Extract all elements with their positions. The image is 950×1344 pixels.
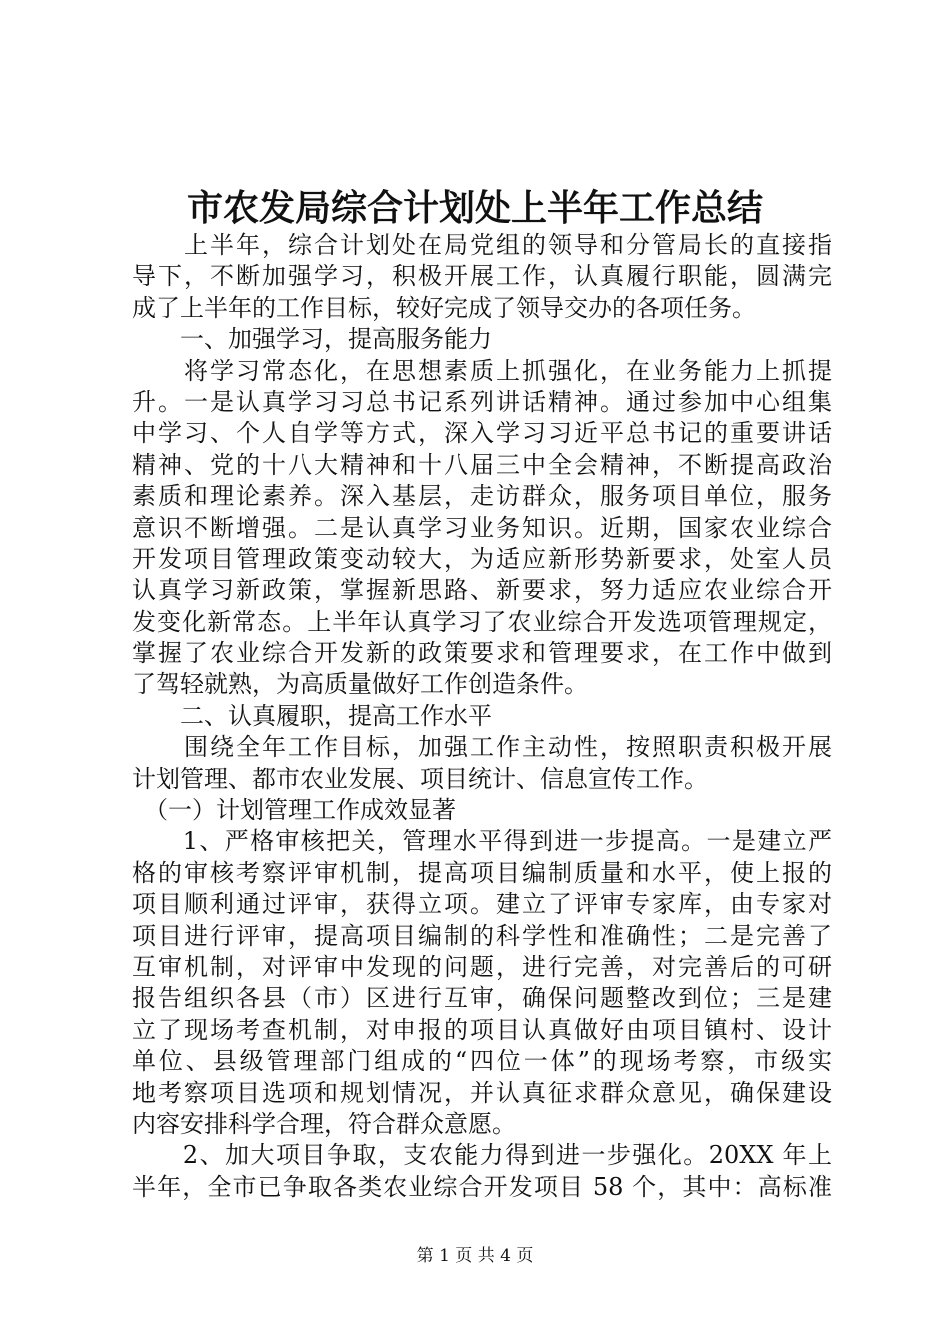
text-line: 立了现场考查机制，对申报的项目认真做好由项目镇村、设计 (132, 1015, 832, 1044)
text-line: 地考察项目选项和规划情况，并认真征求群众意见，确保建设 (132, 1078, 832, 1107)
text-line: 二、认真履职，提高工作水平 (132, 701, 492, 730)
text-line: 将学习常态化，在思想素质上抓强化，在业务能力上抓提 (132, 356, 832, 385)
text-line: 项目进行评审，提高项目编制的科学性和准确性；二是完善了 (132, 921, 832, 950)
text-line: 互审机制，对评审中发现的问题，进行完善，对完善后的可研 (132, 952, 832, 981)
text-line: 导下，不断加强学习，积极开展工作，认真履行职能，圆满完 (132, 262, 832, 291)
document-title: 市农发局综合计划处上半年工作总结 (186, 187, 763, 229)
text-line: （一）计划管理工作成效显著 (132, 796, 456, 825)
text-line: 报告组织各县（市）区进行互审，确保问题整改到位；三是建 (132, 984, 832, 1013)
text-line: 半年，全市已争取各类农业综合开发项目 58 个，其中：高标准 (132, 1172, 832, 1201)
text-line: 发变化新常态。上半年认真学习了农业综合开发选项管理规定， (132, 607, 832, 636)
text-line: 中学习、个人自学等方式，深入学习习近平总书记的重要讲话 (132, 419, 832, 448)
text-line: 上半年，综合计划处在局党组的领导和分管局长的直接指 (132, 231, 832, 259)
text-line: 格的审核考察评审机制，提高项目编制质量和水平，使上报的 (132, 858, 832, 887)
text-line: 项目顺利通过评审，获得立项。建立了评审专家库，由专家对 (132, 890, 832, 919)
text-line: 认真学习新政策，掌握新思路、新要求，努力适应农业综合开 (132, 576, 832, 605)
text-line: 意识不断增强。二是认真学习业务知识。近期，国家农业综合 (132, 513, 832, 542)
text-line: 开发项目管理政策变动较大，为适应新形势新要求，处室人员 (132, 544, 832, 573)
text-line: 单位、县级管理部门组成的“四位一体”的现场考察，市级实 (132, 1047, 832, 1076)
text-line: 素质和理论素养。深入基层，走访群众，服务项目单位，服务 (132, 482, 832, 511)
text-line: 成了上半年的工作目标，较好完成了领导交办的各项任务。 (132, 293, 756, 322)
text-line: 了驾轻就熟，为高质量做好工作创造条件。 (132, 670, 588, 699)
document-body (132, 230, 832, 1203)
text-line: 1、严格审核把关，管理水平得到进一步提高。一是建立严 (132, 827, 832, 856)
text-line: 精神、党的十八大精神和十八届三中全会精神，不断提高政治 (132, 450, 832, 479)
text-line: 升。一是认真学习习总书记系列讲话精神。通过参加中心组集 (132, 387, 832, 416)
text-line: 掌握了农业综合开发新的政策要求和管理要求，在工作中做到 (132, 639, 832, 668)
text-line: 内容安排科学合理，符合群众意愿。 (132, 1109, 516, 1138)
text-line: 围绕全年工作目标，加强工作主动性，按照职责积极开展 (132, 733, 832, 762)
text-line: 计划管理、都市农业发展、项目统计、信息宣传工作。 (132, 764, 708, 793)
text-line: 一、加强学习，提高服务能力 (132, 325, 492, 354)
text-line: 2、加大项目争取，支农能力得到进一步强化。20XX 年上 (132, 1141, 832, 1170)
page-footer: 第 1 页 共 4 页 (416, 1246, 534, 1266)
